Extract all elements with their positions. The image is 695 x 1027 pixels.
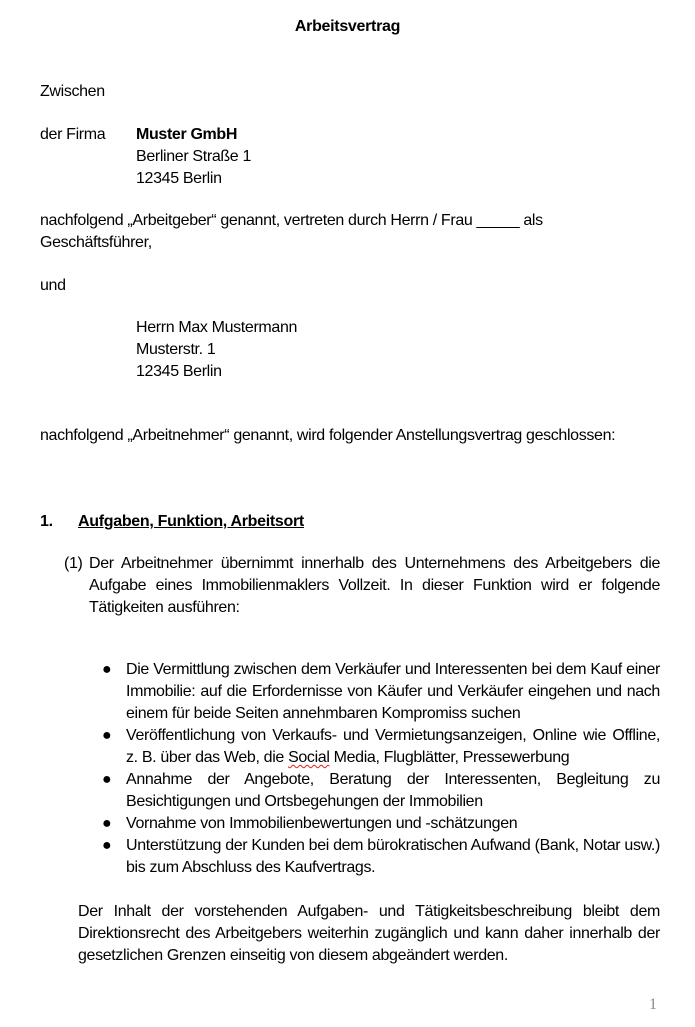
paragraph-text: Der Arbeitnehmer übernimmt innerhalb des Unternehmens des Arbeitgebers die Aufgabe eines Immobilienmaklers Vollzeit. In dieser Funktion wird er folgende Tätigkeiten ausführen: [89,555,660,616]
bullet-icon: ● [102,661,112,678]
bullet-icon: ● [102,771,112,788]
task-list [100,659,660,879]
section-heading [40,511,304,533]
employer-label: der Firma [40,126,106,143]
paragraph-number: (1) [64,555,83,572]
bullet-icon: ● [102,837,112,854]
employer-street: Berliner Straße 1 [136,148,251,165]
bullet-icon: ● [102,727,112,744]
list-item: ● Unterstützung der Kunden bei dem bürokratischen Aufwand (Bank, Notar usw.) bis zum Abschluss des Kaufvertrags. [102,837,660,876]
list-item: ● Annahme der Angebote, Beratung der Interessenten, Begleitung zu Besichtigungen und Ortsbegehungen der Immobilien [102,771,660,810]
list-item: ● Veröffentlichung von Verkaufs- und Vermietungsanzeigen, Online wie Offline, z. B. über das Web, die Social Media, Flugblätter, Pressewerbung [102,727,660,766]
employee-street: Musterstr. 1 [136,341,216,358]
and-label: und [40,277,66,294]
document-title: Arbeitsvertrag [294,18,401,35]
list-item: ● Vornahme von Immobilienbewertungen und -schätzungen [100,813,660,835]
employer-city: 12345 Berlin [136,170,222,187]
spellcheck-word: Social [288,749,330,766]
employee-note: nachfolgend „Arbeitnehmer“ genannt, wird folgender Anstellungsvertrag geschlossen: [40,427,616,444]
section-title: Aufgaben, Funktion, Arbeitsort [78,513,304,530]
employer-name: Muster GmbH [136,126,238,143]
page-number: 1 [649,996,657,1013]
section-number: 1. [40,513,53,530]
employer-note-line1: nachfolgend „Arbeitgeber“ genannt, vertreten durch Herrn / Frau _____ als [40,212,543,229]
bullet-icon: ● [102,815,112,832]
between-label: Zwischen [40,83,105,100]
closing-paragraph: Der Inhalt der vorstehenden Aufgaben- und Tätigkeitsbeschreibung bleibt dem Direktionsrecht des Arbeitgebers weiterhin zugänglich und kann daher innerhalb der gesetzlichen Grenzen einseitig von diesem abgeändert werden. [78,903,660,964]
employee-city: 12345 Berlin [136,363,222,380]
employee-name: Herrn Max Mustermann [136,319,298,336]
list-item: ● Die Vermittlung zwischen dem Verkäufer und Interessenten bei dem Kauf einer Immobilie: auf die Erfordernisse von Käufer und Verkäufer eingehen und nach einem für beide Seiten annehmbaren Kompromiss suchen [102,661,660,722]
employer-note-line2: Geschäftsführer, [40,234,152,251]
